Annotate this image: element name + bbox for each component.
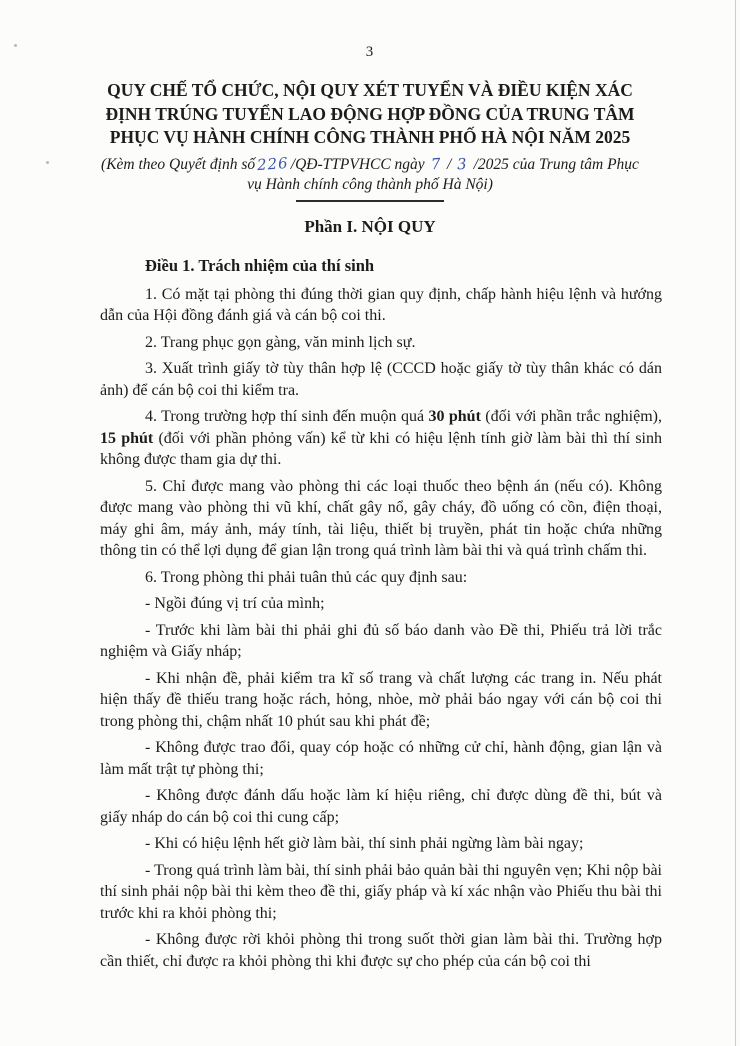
paragraph [100, 737, 662, 780]
paragraph [100, 668, 662, 733]
page-number: 3 [365, 44, 375, 60]
paragraph [100, 567, 662, 589]
scan-edge-line [735, 0, 736, 1046]
handwritten-number: 7 [429, 154, 442, 173]
text: - Khi có hiệu lệnh hết giờ làm bài, thí sinh phải ngừng làm bài ngay; [145, 835, 584, 852]
bold-text: 15 phút [100, 429, 154, 447]
paragraph [100, 785, 662, 828]
title-line-3: PHỤC VỤ HÀNH CHÍNH CÔNG THÀNH PHỐ HÀ NỘI NĂM 2025 [109, 127, 631, 147]
subtitle-text: /2025 của Trung tâm Phục vụ Hành chính công thành phố Hà Nội) [247, 155, 639, 193]
text: 2. Trang phục gọn gàng, văn minh lịch sự. [145, 333, 416, 351]
subtitle-rule [296, 200, 444, 202]
paragraph [100, 620, 662, 663]
text: 3. Xuất trình giấy tờ tùy thân hợp lệ (CCCD hoặc giấy tờ tùy thân khác có dán ảnh) để cán bộ coi thi kiểm tra. [100, 360, 662, 399]
text: 5. Chỉ được mang vào phòng thi các loại thuốc theo bệnh án (nếu có). Không được mang vào phòng thi vũ khí, chất gây nổ, gây cháy, đồ uống có cồn, điện thoại, máy ghi âm, máy ảnh, máy tính, tài liệu, thiết bị truyền, phát tin hoặc chứa những thông tin có thể lợi dụng để gian lận trong quá trình làm bài thi và quá trình chấm thi. [100, 477, 662, 559]
text: 1. Có mặt tại phòng thi đúng thời gian quy định, chấp hành hiệu lệnh và hướng dẫn của Hội đồng đánh giá và cán bộ coi thi. [100, 285, 662, 324]
paragraph [100, 406, 662, 471]
text: - Trước khi làm bài thi phải ghi đủ số báo danh vào Đề thi, Phiếu trả lời trắc nghiệm và Giấy nháp; [100, 621, 662, 660]
scan-speck [14, 44, 17, 47]
scan-speck [46, 161, 49, 164]
subtitle-text: / [443, 155, 456, 173]
title-line-1: QUY CHẾ TỔ CHỨC, NỘI QUY XÉT TUYỂN VÀ ĐIỀU KIỆN XÁC [107, 80, 633, 100]
text: (đối với phần phỏng vấn) kể từ khi có hiệu lệnh tính giờ làm bài thì thí sinh không được tham gia dự thi. [100, 429, 663, 468]
part-heading: Phần I. NỘI QUY [304, 216, 436, 236]
bold-text: 30 phút [428, 408, 481, 425]
paragraph [100, 860, 662, 925]
document-body-wrapper [0, 256, 740, 973]
text: - Không được trao đổi, quay cóp hoặc có những cử chỉ, hành động, gian lận và làm mất trật tự phòng thi; [100, 739, 662, 778]
text: - Trong quá trình làm bài, thí sinh phải bảo quản bài thi nguyên vẹn; Khi nộp bài thí sinh phải nộp bài thi kèm theo đề thi, giấy pháp và kí xác nhận vào Phiếu thu bài thi trước khi ra khỏi phòng thi; [100, 861, 662, 922]
text: (đối với phần trắc nghiệm), [480, 408, 663, 425]
subtitle-text: /QĐ-TTPVHCC ngày [290, 155, 429, 173]
handwritten-number: 226 [256, 153, 290, 174]
text: - Không được rời khỏi phòng thi trong suốt thời gian làm bài thi. Trường hợp cần thiết, chỉ được ra khỏi phòng thi khi được sự cho phép của cán bộ coi thi [100, 931, 662, 970]
paragraph [100, 929, 662, 972]
handwritten-number: 3 [456, 154, 469, 173]
paragraph [100, 593, 662, 615]
text: - Khi nhận đề, phải kiểm tra kĩ số trang và chất lượng các trang in. Nếu phát hiện thấy đề thiếu trang hoặc rách, hỏng, nhòe, mờ phải báo ngay với cán bộ coi thi trong phòng thi, chậm nhất 10 phút sau khi phát đề; [100, 669, 662, 730]
text: - Ngồi đúng vị trí của mình; [145, 595, 325, 612]
title-line-2: ĐỊNH TRÚNG TUYỂN LAO ĐỘNG HỢP ĐỒNG CỦA TRUNG TÂM [105, 103, 635, 124]
paragraph [100, 833, 662, 855]
document-body [100, 284, 662, 973]
article-heading: Điều 1. Trách nhiệm của thí sinh [145, 255, 375, 275]
text: 6. Trong phòng thi phải tuân thủ các quy định sau: [145, 568, 468, 586]
paragraph [100, 476, 662, 562]
paragraph [100, 358, 662, 401]
subtitle-text: (Kèm theo Quyết định số [101, 155, 256, 173]
paragraph [100, 284, 662, 327]
document-title [86, 79, 654, 150]
text: 4. Trong trường hợp thí sinh đến muộn quá [145, 408, 429, 425]
doc-subtitle [94, 154, 646, 196]
paragraph [100, 332, 662, 354]
text: - Không được đánh dấu hoặc làm kí hiệu riêng, chỉ được dùng đề thi, bút và giấy nháp do cán bộ coi thi cung cấp; [100, 787, 662, 826]
